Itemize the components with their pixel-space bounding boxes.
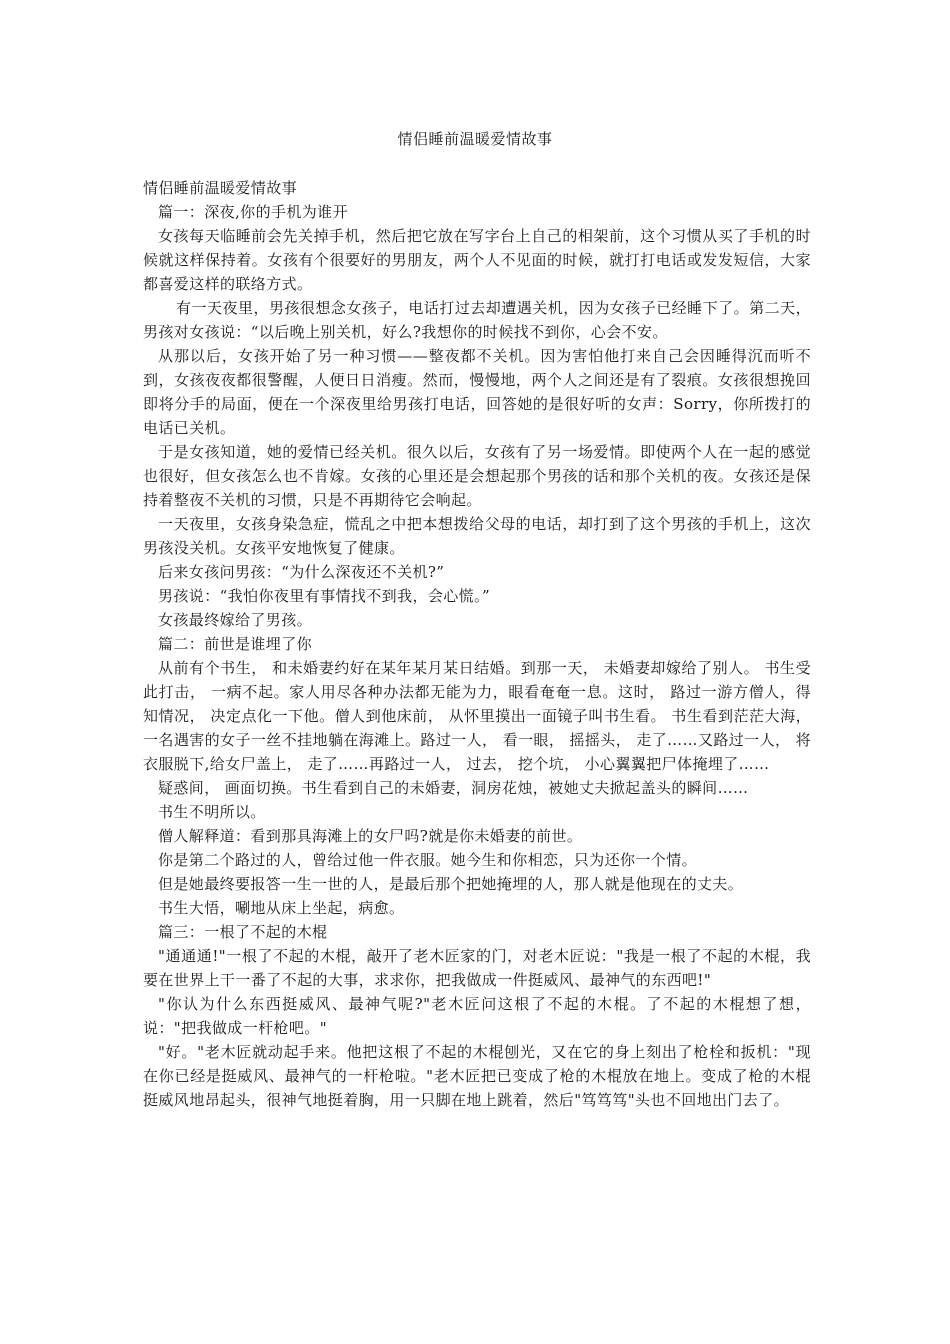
paragraph: "好。"老木匠就动起手来。他把这根了不起的木棍刨光，又在它的身上刻出了枪栓和扳机："现在你已经是挺威风、最神气的一杆枪啦。"老木匠把已变成了枪的木棍放在地上。变成了枪的木棍挺威风地昂起头，很神气地挺着胸，用一只脚在地上跳着，然后"笃笃笃"头也不回地出门去了。: [143, 1043, 811, 1109]
section-heading-3: 篇三：一根了不起的木棍: [158, 923, 328, 941]
paragraph: 一天夜里，女孩身染急症，慌乱之中把本想拨给父母的电话，却打到了这个男孩的手机上，这次男孩没关机。女孩平安地恢复了健康。: [143, 515, 811, 557]
paragraph: 女孩每天临睡前会先关掉手机，然后把它放在写字台上自己的相架前，这个习惯从买了手机的时候就这样保持着。女孩有个很要好的男朋友，两个人不见面的时候，就打打电话或发发短信，大家都喜爱这样的联络方式。: [143, 227, 811, 293]
document-body: [143, 176, 811, 1112]
paragraph: 女孩最终嫁给了男孩。: [158, 611, 313, 629]
paragraph: "你认为什么东西挺威风、最神气呢?"老木匠问这根了不起的木棍。了不起的木棍想了想，说："把我做成一杆枪吧。": [143, 995, 811, 1037]
paragraph: "通通通!"一根了不起的木棍，敲开了老木匠家的门，对老木匠说："我是一根了不起的木棍，我要在世界上干一番了不起的大事，求求你，把我做成一件挺威风、最神气的东西吧!": [143, 947, 811, 989]
paragraph: 有一天夜里，男孩很想念女孩子，电话打过去却遭遇关机，因为女孩子已经睡下了。第二天，男孩对女孩说：“以后晚上别关机，好么?我想你的时候找不到你，心会不安。: [143, 299, 811, 341]
paragraph: 僧人解释道：看到那具海滩上的女尸吗?就是你未婚妻的前世。: [158, 827, 583, 845]
section-heading-2: 篇二：前世是谁埋了你: [158, 635, 313, 653]
document-title: 情侣睡前温暖爱情故事: [397, 130, 553, 148]
paragraph: 于是女孩知道，她的爱情已经关机。很久以后，女孩有了另一场爱情。即使两个人在一起的感觉也很好，但女孩怎么也不肯嫁。女孩的心里还是会想起那个男孩的话和那个关机的夜。女孩还是保持着整夜不关机的习惯，只是不再期待它会响起。: [143, 443, 811, 509]
paragraph: 你是第二个路过的人，曾给过他一件衣服。她今生和你相恋，只为还你一个情。: [158, 851, 698, 869]
paragraph: 但是她最终要报答一生一世的人，是最后那个把她掩埋的人，那人就是他现在的丈夫。: [158, 875, 744, 893]
paragraph: 男孩说：“我怕你夜里有事情找不到我，会心慌。”: [158, 587, 491, 605]
paragraph: 书生大悟，唰地从床上坐起，病愈。: [158, 899, 405, 917]
body-heading: 情侣睡前温暖爱情故事: [143, 179, 298, 197]
paragraph: 从那以后，女孩开始了另一种习惯——整夜都不关机。因为害怕他打来自己会因睡得沉而听不到，女孩夜夜都很警醒，人便日日消瘦。然而，慢慢地，两个人之间还是有了裂痕。女孩很想挽回即将分手的局面，便在一个深夜里给男孩打电话，回答她的是很好听的女声：Sorry，你所拨打的电话已关机。: [143, 347, 811, 437]
section-heading-1: 篇一：深夜,你的手机为谁开: [158, 203, 348, 221]
paragraph: 后来女孩问男孩：“为什么深夜还不关机?”: [158, 563, 445, 581]
paragraph: 书生不明所以。: [158, 803, 266, 821]
paragraph: 疑惑间， 画面切换。书生看到自己的未婚妻，洞房花烛，被她丈夫掀起盖头的瞬间……: [158, 779, 749, 797]
paragraph: 从前有个书生， 和未婚妻约好在某年某月某日结婚。到那一天， 未婚妻却嫁给了别人。 书生受此打击， 一病不起。家人用尽各种办法都无能为力，眼看奄奄一息。这时， 路过一游方僧人，得知情况， 决定点化一下他。僧人到他床前， 从怀里摸出一面镜子叫书生看。 书生看到茫茫大海，一名遇害的女子一丝不挂地躺在海滩上。路过一人， 看一眼， 摇摇头， 走了……又路过一人， 将衣服脱下,给女尸盖上， 走了……再路过一人， 过去， 挖个坑， 小心翼翼把尸体掩埋了……: [143, 659, 811, 773]
